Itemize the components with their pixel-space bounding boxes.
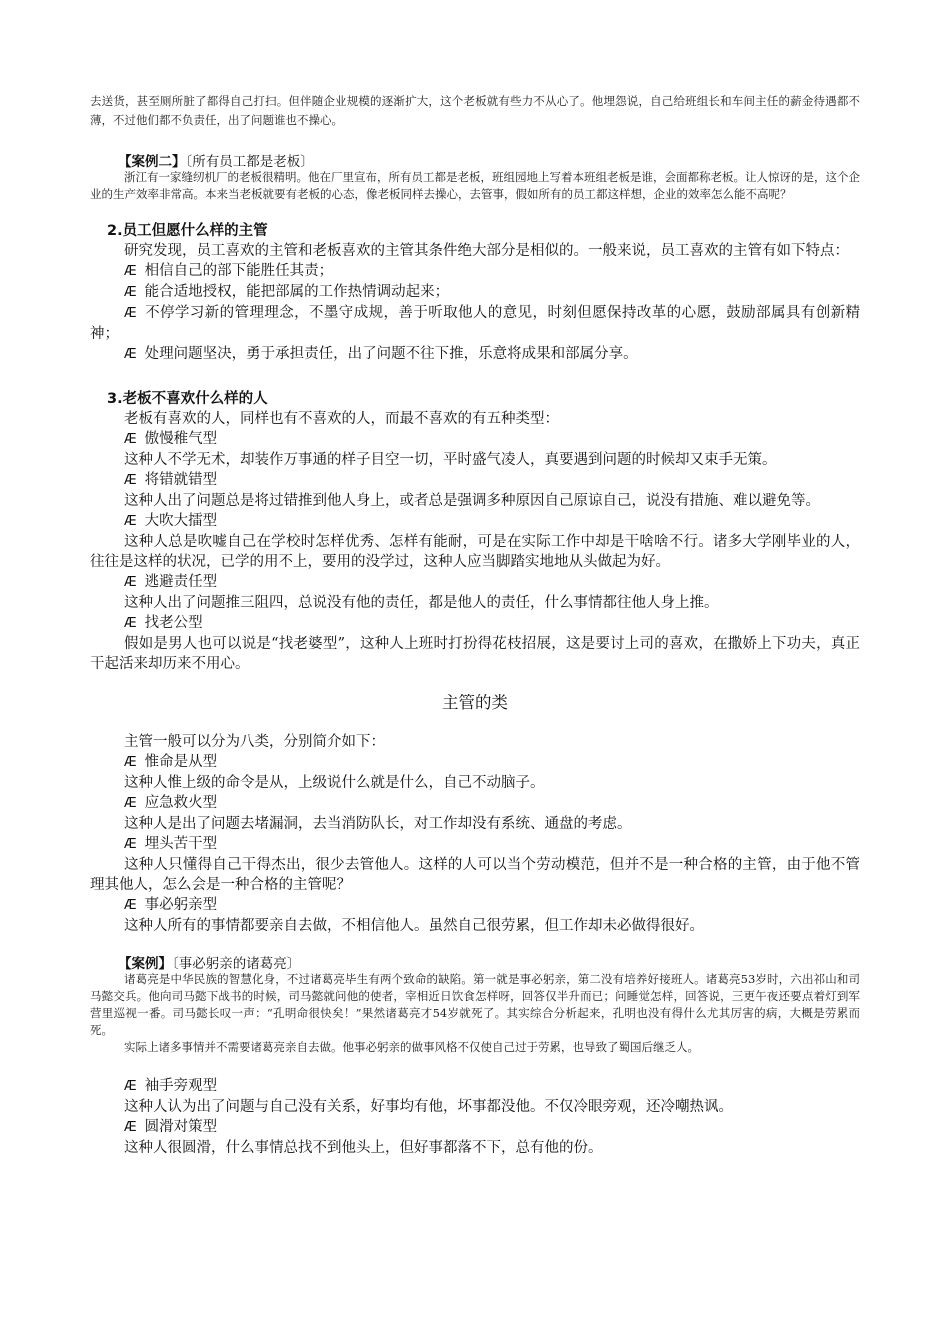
case-text-1: 诸葛亮是中华民族的智慧化身，不过诸葛亮毕生有两个致命的缺陷。第一就是事必躬亲，第二没有培养好接班人。诸葛亮53岁时，六出祁山和司马懿交兵。他向司马懿下战书的时候，司马懿就问他的使者，宰相近日饮食怎样呀，回答仅半升而已；问睡觉怎样，回答说，三更午夜还要点着灯到军营里巡视一番。司马懿长叹一声：“孔明命很快矣！”果然诸葛亮才54岁就死了。其实综合分析起来，孔明也没有得什么尤其厉害的病，大概是劳累而死。 (90, 972, 860, 1037)
bullet-marker: Æ (124, 514, 137, 529)
section2-intro: 研究发现，员工喜欢的主管和老板喜欢的主管其条件绝大部分是相似的。一般来说，员工喜欢的主管有如下特点： (124, 243, 849, 259)
type-name-text: 埋头苦干型 (144, 836, 218, 852)
section2-item-text: 处理问题坚决，勇于承担责任，出了问题不往下推，乐意将成果和部属分享。 (144, 346, 638, 362)
type-name-text: 袖手旁观型 (144, 1078, 218, 1094)
bullet-marker: Æ (124, 306, 137, 321)
type-name-text: 圆滑对策型 (144, 1119, 218, 1135)
type-name (90, 1076, 860, 1097)
type-desc: 这种人总是吹嘘自己在学校时怎样优秀、怎样有能耐，可是在实际工作中却是干啥啥不行。诸多大学刚毕业的人，往往是这样的状况，已学的用不上，要用的没学过，这种人应当脚踏实地地从头做起为好。 (90, 534, 860, 570)
type-name (90, 470, 860, 491)
case-title: 〔事必躬亲的诸葛亮〕 (172, 956, 301, 972)
bullet-marker: Æ (124, 1120, 137, 1135)
bullet-marker: Æ (124, 837, 137, 852)
type-name (90, 895, 860, 916)
section2-item-text: 相信自己的部下能胜任其责； (144, 263, 334, 279)
case2-title: 〔所有员工都是老板〕 (185, 154, 314, 170)
type-name-text: 事必躬亲型 (144, 897, 218, 913)
bullet-marker: Æ (124, 347, 137, 362)
section2-item-text: 能合适地授权，能把部属的工作热情调动起来； (144, 284, 450, 300)
type-name (90, 429, 860, 450)
case-label: 【案例】 (118, 956, 172, 972)
type-name-text: 大吹大擂型 (144, 513, 218, 529)
type-name-text: 惟命是从型 (144, 754, 218, 770)
type-name-text: 找老公型 (144, 615, 203, 631)
type-desc: 这种人不学无术，却装作万事通的样子目空一切，平时盛气凌人，真要遇到问题的时候却又束手无策。 (124, 452, 777, 468)
type-name (90, 511, 860, 532)
type-desc: 这种人出了问题总是将过错推到他人身上，或者总是强调多种原因自己原谅自己，说没有措施、难以避免等。 (124, 493, 820, 509)
type-desc: 这种人出了问题推三阻四，总说没有他的责任，都是他人的责任，什么事情都往他人身上推。 (124, 595, 719, 611)
type-desc: 这种人很圆滑，什么事情总找不到他头上，但好事都落不下，总有他的份。 (124, 1140, 603, 1156)
type-desc: 这种人认为出了问题与自己没有关系，好事均有他，坏事都没他。不仅冷眼旁观，还冷嘲热讽。 (124, 1099, 733, 1115)
section4-heading: 主管的类 (442, 693, 508, 712)
bullet-marker: Æ (124, 264, 137, 279)
section2-item (90, 344, 860, 365)
type-name (90, 834, 860, 855)
section2-item-text: 不停学习新的管理理念，不墨守成规，善于听取他人的意见，时刻但愿保持改革的心愿，鼓励部属具有创新精神； (90, 305, 860, 342)
bullet-marker: Æ (124, 473, 137, 488)
type-name (90, 613, 860, 634)
bullet-marker: Æ (124, 796, 137, 811)
section3-heading: 3.老板不喜欢什么样的人 (107, 391, 268, 407)
case2-label: 【案例二】 (118, 154, 186, 170)
type-name (90, 752, 860, 773)
bullet-marker: Æ (124, 755, 137, 770)
section2-item (90, 303, 860, 344)
section4-intro: 主管一般可以分为八类，分别简介如下： (124, 734, 385, 750)
type-name (90, 572, 860, 593)
bullet-marker: Æ (124, 432, 137, 447)
section2-heading: 2.员工但愿什么样的主管 (107, 223, 268, 239)
section2-item (90, 261, 860, 282)
case-text-2: 实际上诸多事情并不需要诸葛亮亲自去做。他事必躬亲的做事风格不仅使自己过于劳累，也导致了蜀国后继乏人。 (124, 1040, 699, 1054)
type-name-text: 应急救火型 (144, 795, 218, 811)
type-desc: 这种人所有的事情都要亲自去做，不相信他人。虽然自己很劳累，但工作却未必做得很好。 (124, 918, 704, 934)
type-desc: 这种人惟上级的命令是从，上级说什么就是什么，自己不动脑子。 (124, 775, 545, 791)
type-desc: 这种人只懂得自己干得杰出，很少去管他人。这样的人可以当个劳动模范，但并不是一种合格的主管，由于他不管理其他人，怎么会是一种合格的主管呢？ (90, 857, 860, 893)
intro-paragraph: 去送货，甚至厕所脏了都得自己打扫。但伴随企业规模的逐渐扩大，这个老板就有些力不从心了。他埋怨说，自己给班组长和车间主任的薪金待遇都不薄，不过他们都不负责任，出了问题谁也不操心。 (90, 94, 860, 127)
bullet-marker: Æ (124, 285, 137, 300)
type-name (90, 1117, 860, 1138)
case2-text: 浙江有一家缝纫机厂的老板很精明。他在厂里宣布，所有员工都是老板，班组园地上写着本班组老板是谁，会面都称老板。让人惊讶的是，这个企业的生产效率非常高。本来当老板就要有老板的心态，像老板同样去操心，去管事，假如所有的员工都这样想，企业的效率怎么能不高呢？ (90, 170, 860, 201)
bullet-marker: Æ (124, 616, 137, 631)
type-name-text: 逃避责任型 (144, 574, 218, 590)
bullet-marker: Æ (124, 898, 137, 913)
bullet-marker: Æ (124, 1079, 137, 1094)
type-name-text: 将错就错型 (144, 472, 218, 488)
type-name (90, 793, 860, 814)
type-name-text: 傲慢稚气型 (144, 431, 218, 447)
bullet-marker: Æ (124, 575, 137, 590)
type-desc: 这种人是出了问题去堵漏洞，去当消防队长，对工作却没有系统、通盘的考虑。 (124, 816, 632, 832)
type-desc: 假如是男人也可以说是“找老婆型”，这种人上班时打扮得花枝招展，这是要讨上司的喜欢，在撒娇上下功夫，真正干起活来却历来不用心。 (90, 636, 860, 672)
section3-intro: 老板有喜欢的人，同样也有不喜欢的人，而最不喜欢的有五种类型： (124, 411, 559, 427)
section2-item (90, 282, 860, 303)
document-page (90, 92, 860, 1158)
